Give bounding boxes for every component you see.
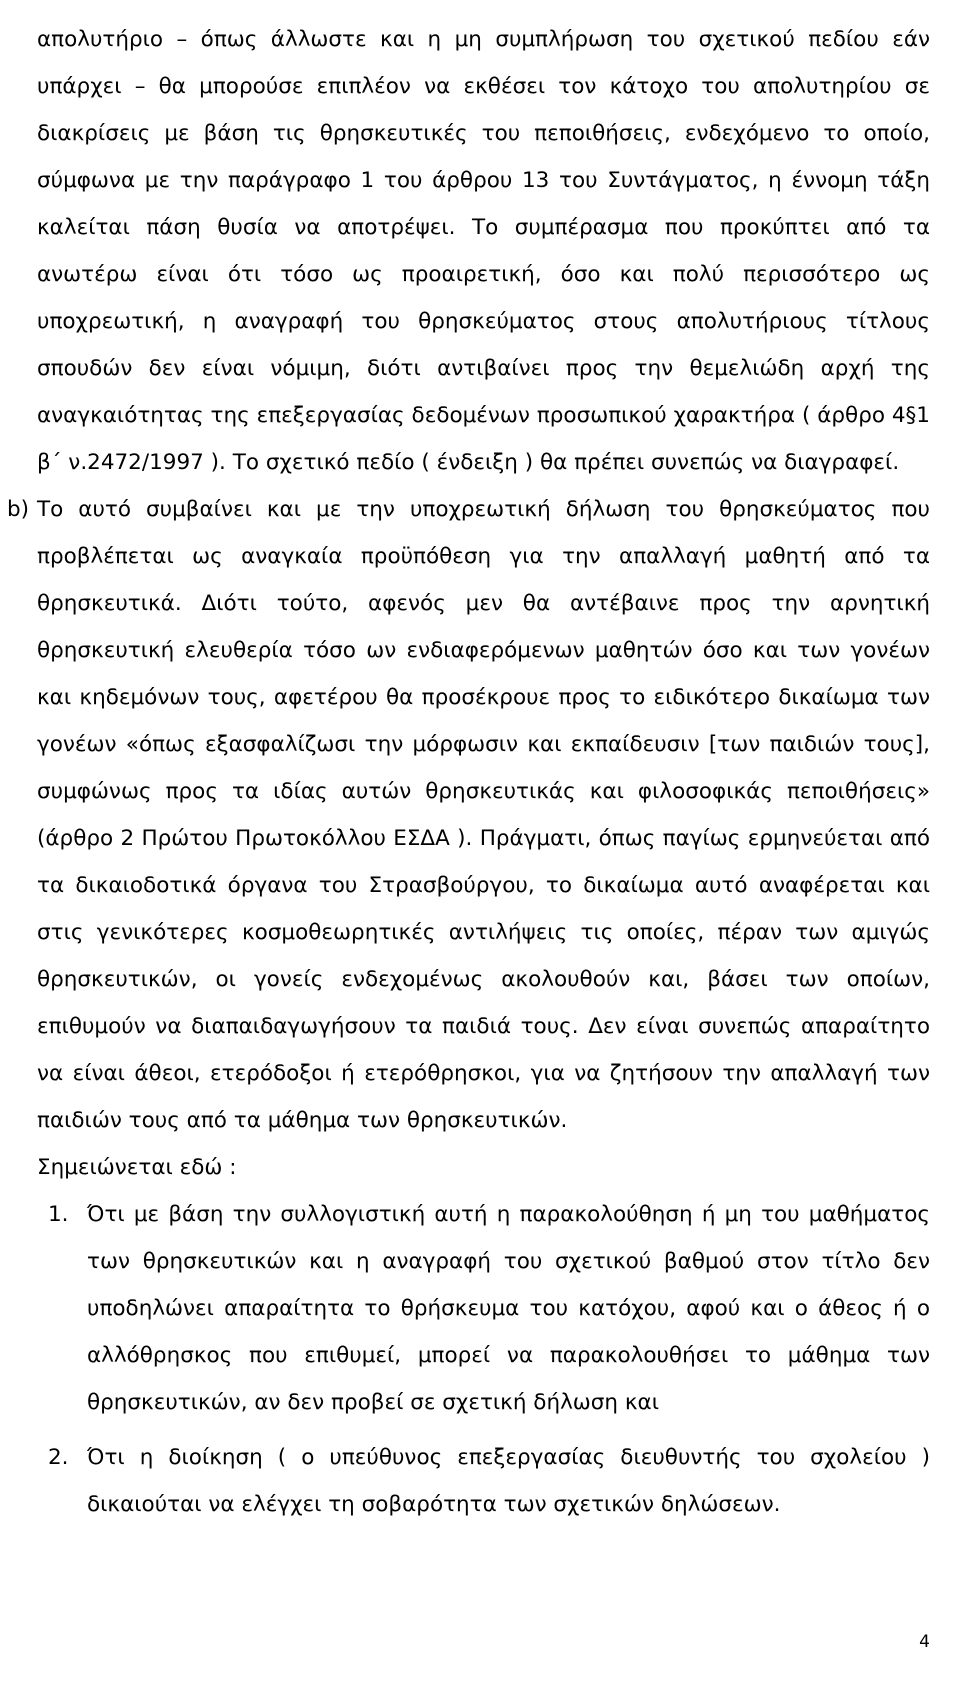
intro-paragraph: απολυτήριο – όπως άλλωστε και η μη συμπλήρωση του σχετικού πεδίου εάν υπάρχει – θα μπορούσε επιπλέον να εκθέσει τον κάτοχο του απολυτηρίου σε διακρίσεις με βάση τις θρησκευτικές του πεποιθήσεις, ενδεχόμενο το οποίο, σύμφωνα με την παράγραφο 1 του άρθρου 13 του Συντάγματος, η έννομη τάξη καλείται πάση θυσία να αποτρέψει. Το συμπέρασμα που προκύπτει από τα ανωτέρω είναι ότι τόσο ως προαιρετική, όσο και πολύ περισσότερο ως υποχρεωτική, η αναγραφή του θρησκεύματος στους απολυτήριους τίτλους σπουδών δεν είναι νόμιμη, διότι αντιβαίνει προς την θεμελιώδη αρχή της αναγκαιότητας της επεξεργασίας δεδομένων προσωπικού χαρακτήρα ( άρθρο 4§1 β΄ ν.2472/1997 ). Το σχετικό πεδίο ( ένδειξη ) θα πρέπει συνεπώς να διαγραφεί.	[37, 27, 930, 475]
item-b-text: Το αυτό συμβαίνει και με την υποχρεωτική δήλωση του θρησκεύματος που προβλέπεται ως αναγκαία προϋπόθεση για την απαλλαγή μαθητή από τα θρησκευτικά. Διότι τούτο, αφενός μεν θα αντέβαινε προς την αρνητική θρησκευτική ελευθερία τόσο ων ενδιαφερόμενων μαθητών όσο και των γονέων και κηδεμόνων τους, αφετέρου θα προσέκρουε προς το ειδικότερο δικαίωμα των γονέων «όπως εξασφαλίζωσι την μόρφωσιν και εκπαίδευσιν [των παιδιών τους], συμφώνως προς τα ιδίας αυτών θρησκευτικάς και φιλοσοφικάς πεποιθήσεις» (άρθρο 2 Πρώτου Πρωτοκόλλου ΕΣΔΑ ). Πράγματι, όπως παγίως ερμηνεύεται από τα δικαιοδοτικά όργανα του Στρασβούργου, το δικαίωμα αυτό αναφέρεται και στις γενικότερες κοσμοθεωρητικές αντιλήψεις τις οποίες, πέραν των αμιγώς θρησκευτικών, οι γονείς ενδεχομένως ακολουθούν και, βάσει των οποίων, επιθυμούν να διαπαιδαγωγήσουν τα παιδιά τους. Δεν είναι συνεπώς απαραίτητο να είναι άθεοι, ετερόδοξοι ή ετερόθρησκοι, για να ζητήσουν την απαλλαγή των παιδιών τους από τα μάθημα των θρησκευτικών.	[37, 497, 930, 1133]
notes-heading: Σημειώνεται εδώ :	[37, 1155, 237, 1180]
list-item-number: 2.	[48, 1445, 69, 1470]
list-item-text: Ότι με βάση την συλλογιστική αυτή η παρακολούθηση ή μη του μαθήματος των θρησκευτικών και η αναγραφή του σχετικού βαθμού στον τίτλο δεν υποδηλώνει απαραίτητα το θρήσκευμα του κατόχου, αφού και ο άθεος ή ο αλλόθρησκος που επιθυμεί, μπορεί να παρακολουθήσει το μάθημα των θρησκευτικών, αν δεν προβεί σε σχετική δήλωση και	[87, 1202, 930, 1415]
item-b-marker: b)	[7, 497, 30, 522]
page-number: 4	[919, 1632, 930, 1652]
document-page	[7, 0, 930, 1536]
list-item	[37, 1191, 930, 1426]
notes-list	[37, 1191, 930, 1528]
list-item	[37, 1434, 930, 1528]
list-item-b	[7, 486, 930, 1144]
list-item-number: 1.	[48, 1202, 69, 1227]
list-item-text: Ότι η διοίκηση ( ο υπεύθυνος επεξεργασίας διευθυντής του σχολείου ) δικαιούται να ελέγχει τη σοβαρότητα των σχετικών δηλώσεων.	[87, 1445, 930, 1517]
